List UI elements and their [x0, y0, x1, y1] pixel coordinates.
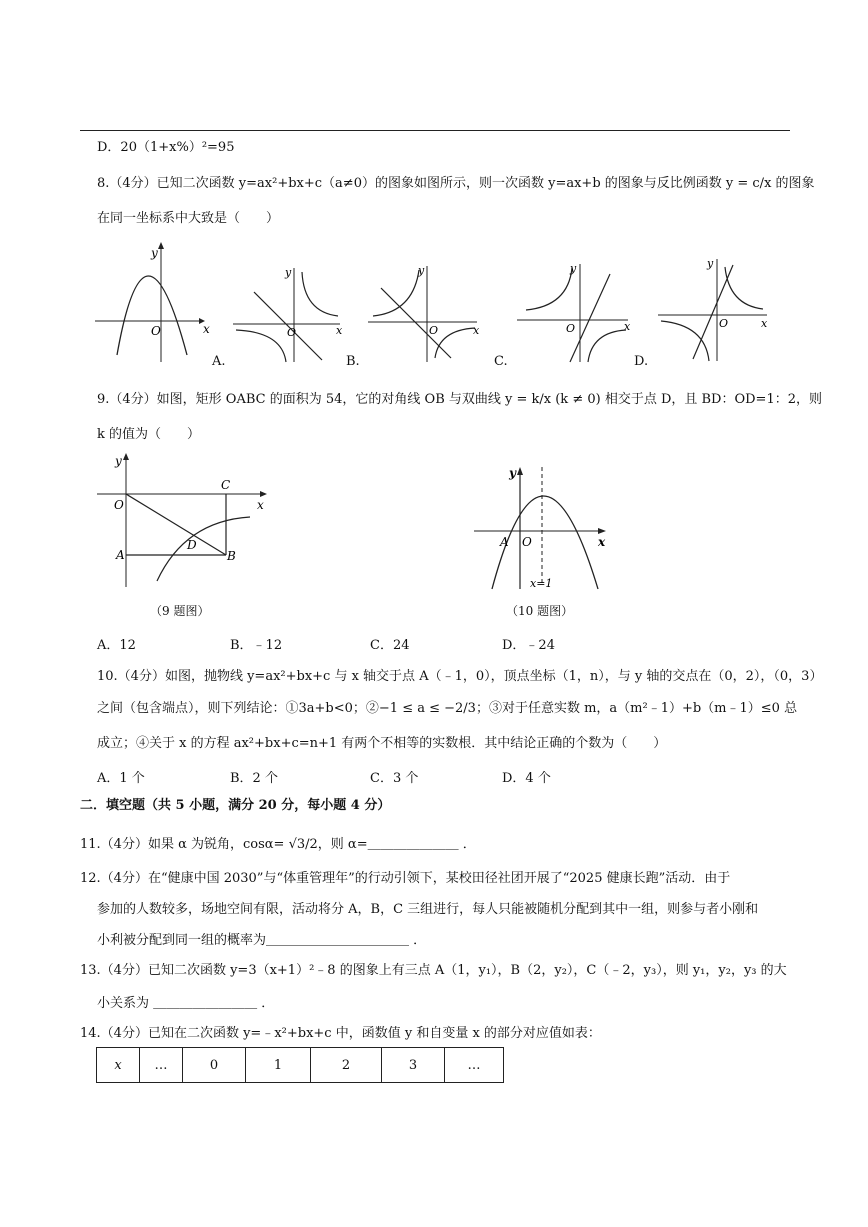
q9-option-d: D．﹣24	[502, 638, 555, 653]
svg-text:y: y	[707, 257, 714, 270]
q10-option-d: D．4 个	[502, 771, 551, 786]
svg-text:O: O	[114, 498, 124, 512]
q8-option-b-figure	[365, 262, 483, 366]
fig-label-y: y	[151, 246, 158, 260]
svg-text:A: A	[116, 548, 125, 562]
table-cell: …	[140, 1048, 183, 1083]
section-2-heading: 二．填空题（共 5 小题，满分 20 分，每小题 4 分）	[80, 798, 391, 813]
q7-option-d: D．20（1+x%）²=95	[97, 140, 235, 155]
q8-label-d: D.	[634, 354, 649, 369]
table-cell: …	[445, 1048, 504, 1083]
q10-option-a: A．1 个	[97, 771, 145, 786]
q8-stem-line1: 8.（4分）已知二次函数 y=ax²+bx+c（a≠0）的图象如图所示，则一次函数 y=ax+b 的图象与反比例函数 y = c/x 的图象	[97, 176, 815, 191]
table-cell: x	[97, 1048, 140, 1083]
q9-option-c: C．24	[370, 638, 410, 653]
svg-text:x=1: x=1	[530, 577, 553, 590]
q8-option-a-figure	[230, 262, 348, 366]
table-cell: 0	[183, 1048, 246, 1083]
table-cell: 1	[246, 1048, 311, 1083]
q8-parabola-figure	[95, 237, 215, 365]
q10-parabola-figure	[472, 463, 614, 593]
svg-text:y: y	[115, 454, 122, 468]
svg-text:x: x	[203, 322, 210, 336]
q8-label-a: A.	[212, 354, 226, 369]
svg-text:x: x	[473, 324, 480, 337]
svg-text:x: x	[257, 498, 264, 512]
svg-text:O: O	[719, 317, 729, 330]
svg-text:x: x	[624, 320, 631, 333]
svg-text:O: O	[522, 535, 532, 549]
table-cell: 3	[382, 1048, 445, 1083]
q8-label-c: C.	[494, 354, 508, 369]
q9-figure-caption: （9 题图）	[150, 604, 210, 618]
svg-text:x: x	[336, 324, 343, 337]
q8-stem-line2: 在同一坐标系中大致是（ ）	[97, 211, 280, 226]
svg-text:y: y	[570, 262, 577, 275]
q9-option-a: A．12	[97, 638, 136, 653]
q9-option-b: B．﹣12	[230, 638, 283, 653]
header-rule	[80, 130, 790, 131]
svg-text:O: O	[566, 322, 576, 335]
q9-stem-line2: k 的值为（ ）	[97, 427, 201, 442]
q8-option-d-figure	[655, 255, 773, 365]
q12-stem-line2: 参加的人数较多，场地空间有限，活动将分 A，B，C 三组进行，每人只能被随机分配到其中一组，则参与者小刚和	[97, 902, 759, 917]
svg-text:y: y	[509, 466, 516, 480]
svg-text:C: C	[221, 478, 231, 492]
q12-stem-line1: 12.（4分）在“健康中国 2030”与“体重管理年”的行动引领下，某校田径社团开展了“2025 健康长跑”活动．由于	[80, 871, 731, 886]
svg-text:B: B	[227, 549, 236, 563]
q8-option-c-figure	[514, 258, 632, 366]
svg-text:y: y	[285, 266, 292, 279]
q10-figure-caption: （10 题图）	[506, 604, 574, 618]
q10-option-b: B．2 个	[230, 771, 278, 786]
svg-text:O: O	[151, 324, 161, 338]
svg-text:O: O	[287, 326, 297, 339]
q9-rectangle-figure	[95, 449, 275, 591]
svg-text:y: y	[418, 264, 425, 277]
svg-text:x: x	[761, 317, 768, 330]
q13-stem-line1: 13.（4分）已知二次函数 y=3（x+1）²﹣8 的图象上有三点 A（1，y₁），B（2，y₂），C（﹣2，y₃），则 y₁，y₂，y₃ 的大	[80, 963, 787, 978]
q10-stem-line3: 成立；④关于 x 的方程 ax²+bx+c=n+1 有两个不相等的实数根．其中结论正确的个数为（ ）	[97, 736, 667, 751]
q10-option-c: C．3 个	[370, 771, 419, 786]
q10-stem-line1: 10.（4分）如图，抛物线 y=ax²+bx+c 与 x 轴交于点 A（﹣1，0），顶点坐标（1，n），与 y 轴的交点在（0，2），（0，3）	[97, 669, 823, 684]
q12-stem-line3: 小利被分配到同一组的概率为＿＿＿＿＿＿＿＿＿＿＿ ．	[97, 933, 427, 948]
svg-text:D: D	[187, 538, 197, 552]
q8-label-b: B.	[346, 354, 360, 369]
q9-stem-line1: 9.（4分）如图，矩形 OABC 的面积为 54，它的对角线 OB 与双曲线 y = k/x (k ≠ 0) 相交于点 D，且 BD：OD=1：2，则	[97, 392, 822, 407]
svg-text:A: A	[500, 535, 509, 549]
q14-value-table	[96, 1047, 504, 1083]
svg-text:O: O	[429, 324, 439, 337]
table-cell: 2	[311, 1048, 382, 1083]
q13-stem-line2: 小关系为 ＿＿＿＿＿＿＿＿ ．	[97, 996, 275, 1011]
q14-stem: 14.（4分）已知在二次函数 y=﹣x²+bx+c 中，函数值 y 和自变量 x 的部分对应值如表：	[80, 1026, 601, 1041]
table-row	[97, 1048, 504, 1083]
q10-stem-line2: 之间（包含端点），则下列结论：①3a+b<0；②−1 ≤ a ≤ −2/3；③对于任意实数 m，a（m²﹣1）+b（m﹣1）≤0 总	[97, 701, 798, 716]
svg-text:x: x	[598, 535, 606, 549]
q11-stem: 11.（4分）如果 α 为锐角，cosα= √3/2，则 α=＿＿＿＿＿＿＿ ．	[80, 837, 476, 852]
